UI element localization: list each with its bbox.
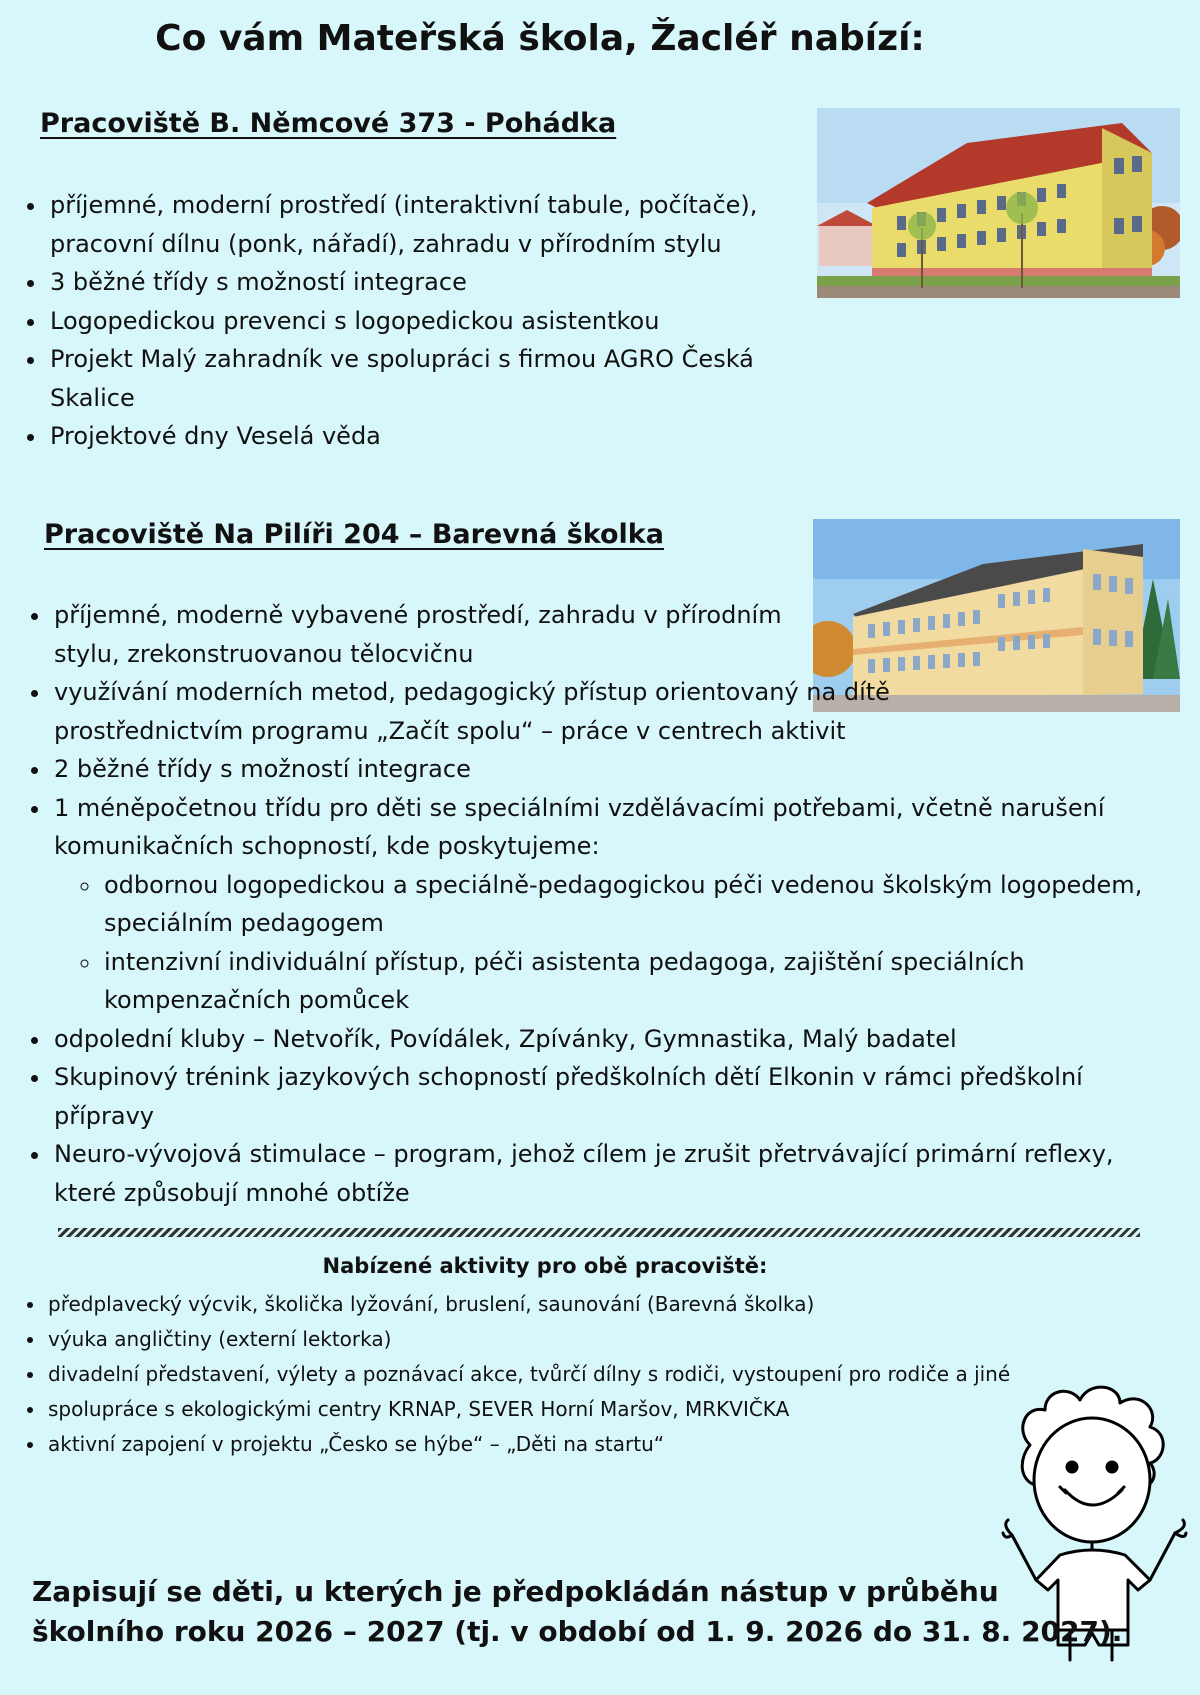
list-item: • využívání moderních metod, pedagogický přístup orientovaný na dítě prostřednictvím programu „Začít spolu“ – práce v centrech aktivit [52,673,984,750]
kindergarten-pohadka-photo [817,108,1180,298]
list-item: • předplavecký výcvik, školička lyžování, bruslení, saunování (Barevná školka) [46,1287,1086,1322]
list-item: • 2 běžné třídy s možností integrace [52,750,1182,789]
divider [58,1228,1140,1237]
enrollment-note: Zapisují se děti, u kterých je předpokládán nástup v průběhu školního roku 2026 – 2027 (tj. v období od 1. 9. 2026 do 31. 8. 2027). [32,1575,1123,1648]
page-title: Co vám Mateřská škola, Žacléř nabízí: [155,18,925,59]
list-item: • 3 běžné třídy s možností integrace [48,263,818,302]
services-sublist [54,866,1182,1020]
list-item-text: 1 méněpočetnou třídu pro děti se speciálními vzdělávacími potřebami, včetně narušení komunikačních schopností, kde poskytujeme: [54,793,1105,860]
site1-features-list [22,186,818,456]
list-item: • odpolední kluby – Netvořík, Povídálek, Zpívánky, Gymnastika, Malý badatel [52,1020,1182,1059]
list-item: • divadelní představení, výlety a poznávací akce, tvůrčí dílny s rodiči, vystoupení pro rodiče a jiné [46,1357,1086,1392]
activities-title: Nabízené aktivity pro obě pracoviště: [322,1254,768,1278]
sublist-item: ◦ odbornou logopedickou a speciálně-pedagogickou péči vedenou školským logopedem, speciálním pedagogem [102,866,1182,943]
list-item: • aktivní zapojení v projektu „Česko se hýbe“ – „Děti na startu“ [46,1427,1086,1462]
list-item [52,789,1182,1020]
site2-heading: Pracoviště Na Pilíři 204 – Barevná školka [44,519,664,550]
list-item: • příjemné, moderně vybavené prostředí, zahradu v přírodním stylu, zrekonstruovanou tělocvičnu [52,596,794,673]
site1-heading: Pracoviště B. Němcové 373 - Pohádka [40,108,617,139]
list-item: • výuka angličtiny (externí lektorka) [46,1322,1086,1357]
list-item: • Projekt Malý zahradník ve spolupráci s firmou AGRO Česká Skalice [48,340,818,417]
site2-features-list [26,596,1182,1212]
activities-list [20,1287,1086,1462]
sublist-item: ◦ intenzivní individuální přístup, péči asistenta pedagoga, zajištění speciálních kompenzačních pomůcek [102,943,1034,1020]
list-item: • Logopedickou prevenci s logopedickou asistentkou [48,302,818,341]
list-item: • spolupráce s ekologickými centry KRNAP, SEVER Horní Maršov, MRKVIČKA [46,1392,1086,1427]
list-item: • Projektové dny Veselá věda [48,417,818,456]
list-item: • příjemné, moderní prostředí (interaktivní tabule, počítače), pracovní dílnu (ponk, nářadí), zahradu v přírodním stylu [48,186,818,263]
list-item: • Neuro-vývojová stimulace – program, jehož cílem je zrušit přetrvávající primární reflexy, které způsobují mnohé obtíže [52,1135,1182,1212]
list-item: • Skupinový trénink jazykových schopností předškolních dětí Elkonin v rámci předškolní přípravy [52,1058,1182,1135]
